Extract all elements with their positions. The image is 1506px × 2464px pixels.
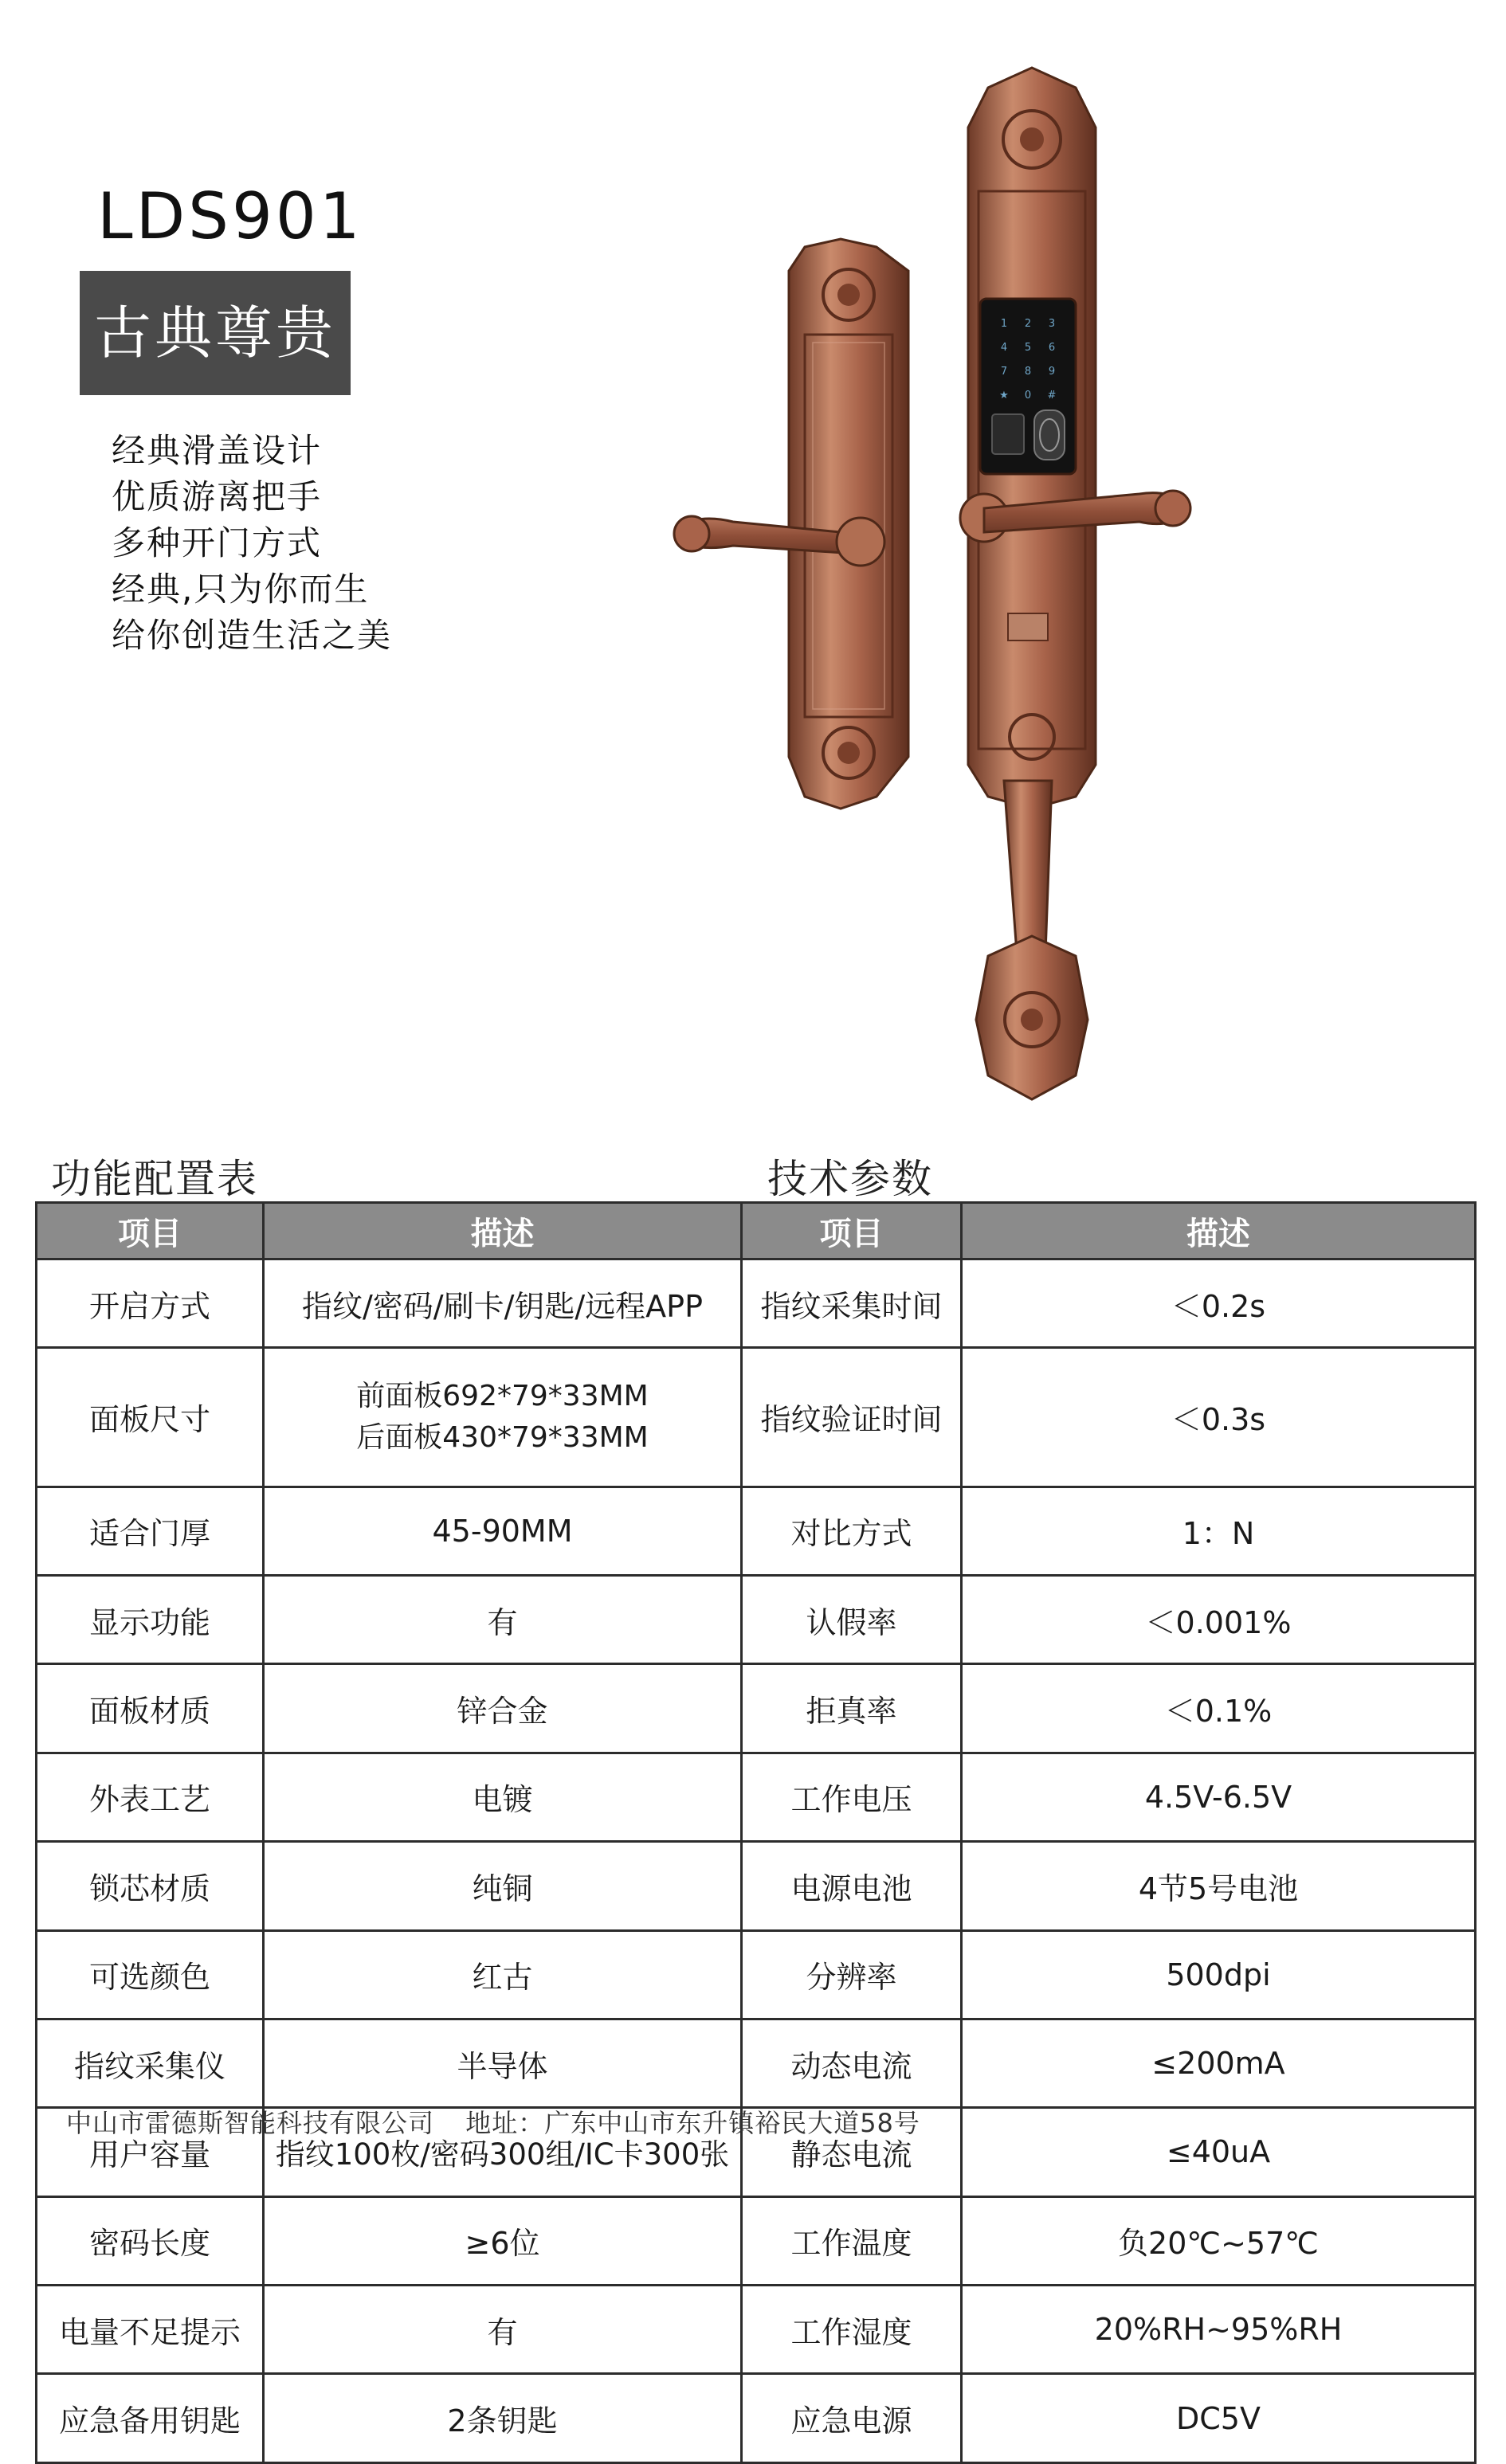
table-row (37, 1842, 1476, 1930)
table-row (37, 2019, 1476, 2107)
feature-desc: 45-90MM (264, 1487, 742, 1575)
model-number: LDS901 (97, 179, 363, 253)
svg-text:#: # (1047, 390, 1057, 402)
param-name: 认假率 (742, 1575, 962, 1663)
feature-desc: 指纹100枚/密码300组/IC卡300张 (264, 2108, 742, 2196)
param-value: 4节5号电池 (962, 1842, 1476, 1930)
table-row (37, 1930, 1476, 2019)
svg-text:7: 7 (1000, 366, 1008, 378)
param-value: DC5V (962, 2374, 1476, 2463)
feature-name: 显示功能 (37, 1575, 264, 1663)
svg-text:8: 8 (1024, 366, 1032, 378)
feature-desc: 指纹/密码/刷卡/钥匙/远程APP (264, 1259, 742, 1348)
param-name: 拒真率 (742, 1664, 962, 1753)
feature-name: 应急备用钥匙 (37, 2374, 264, 2463)
param-name: 工作温度 (742, 2196, 962, 2285)
param-name: 分辨率 (742, 1930, 962, 2019)
svg-text:5: 5 (1024, 342, 1032, 354)
column-header: 描述 (962, 1203, 1476, 1259)
feature-desc: 纯铜 (264, 1842, 742, 1930)
param-name: 指纹采集时间 (742, 1259, 962, 1348)
feature-desc: 2条钥匙 (264, 2374, 742, 2463)
table-row (37, 2374, 1476, 2463)
feature-desc: ≥6位 (264, 2196, 742, 2285)
svg-text:3: 3 (1048, 318, 1056, 330)
feature-item: 给你创造生活之美 (112, 616, 393, 655)
table-header-row (37, 1203, 1476, 1259)
column-header: 描述 (264, 1203, 742, 1259)
param-name: 静态电流 (742, 2108, 962, 2196)
table-row (37, 2286, 1476, 2374)
table-row (37, 1259, 1476, 1348)
feature-desc: 电镀 (264, 1753, 742, 1841)
param-value: 1：N (962, 1487, 1476, 1575)
front-panel (968, 68, 1096, 1099)
feature-name: 用户容量 (37, 2108, 264, 2196)
company-address: 地址：广东中山市东升镇裕民大道58号 (465, 2108, 920, 2138)
footer (66, 2103, 943, 2140)
tech-params-title: 技术参数 (767, 1156, 933, 1202)
spec-table (35, 1201, 1477, 2464)
front-panel-size: 前面板692*79*33MM (356, 1379, 649, 1412)
feature-name: 可选颜色 (37, 1930, 264, 2019)
feature-item: 多种开门方式 (112, 523, 323, 562)
param-value: ＜0.1% (962, 1664, 1476, 1753)
table-row (37, 2196, 1476, 2285)
feature-item: 经典滑盖设计 (112, 431, 323, 470)
param-value: ≤200mA (962, 2019, 1476, 2107)
param-value: ＜0.2s (962, 1259, 1476, 1348)
param-name: 工作电压 (742, 1753, 962, 1841)
param-name: 动态电流 (742, 2019, 962, 2107)
feature-desc: 半导体 (264, 2019, 742, 2107)
svg-text:★: ★ (999, 390, 1009, 402)
feature-name: 适合门厚 (37, 1487, 264, 1575)
table-row (37, 1487, 1476, 1575)
param-name: 指纹验证时间 (742, 1348, 962, 1487)
param-name: 对比方式 (742, 1487, 962, 1575)
feature-name: 电量不足提示 (37, 2286, 264, 2374)
svg-text:2: 2 (1024, 318, 1032, 330)
feature-desc: 有 (264, 1575, 742, 1663)
brand-logo (1008, 613, 1048, 640)
feature-name: 面板材质 (37, 1664, 264, 1753)
feature-name: 外表工艺 (37, 1753, 264, 1841)
param-name: 工作湿度 (742, 2286, 962, 2374)
back-panel-size: 后面板430*79*33MM (356, 1420, 649, 1454)
company-name: 中山市雷德斯智能科技有限公司 (66, 2108, 435, 2138)
feature-name: 面板尺寸 (37, 1348, 264, 1487)
feature-desc: 锌合金 (264, 1664, 742, 1753)
feature-item: 优质游离把手 (112, 477, 323, 516)
door-lock-image (669, 64, 1195, 1107)
table-row (37, 1753, 1476, 1841)
feature-name: 密码长度 (37, 2196, 264, 2285)
tagline-badge: 古典尊贵 (80, 271, 351, 395)
feature-name: 指纹采集仪 (37, 2019, 264, 2107)
param-value: 20%RH~95%RH (962, 2286, 1476, 2374)
param-value: ＜0.001% (962, 1575, 1476, 1663)
feature-desc (264, 1348, 742, 1487)
param-value: ≤40uA (962, 2108, 1476, 2196)
param-name: 电源电池 (742, 1842, 962, 1930)
feature-list (112, 428, 392, 659)
param-value: 500dpi (962, 1930, 1476, 2019)
param-value: ＜0.3s (962, 1348, 1476, 1487)
svg-text:4: 4 (1000, 342, 1008, 354)
table-row (37, 1575, 1476, 1663)
feature-desc: 有 (264, 2286, 742, 2374)
feature-name: 锁芯材质 (37, 1842, 264, 1930)
fingerprint-sensor-icon (1034, 410, 1065, 460)
param-value: 负20℃~57℃ (962, 2196, 1476, 2285)
function-table-title: 功能配置表 (51, 1156, 258, 1202)
svg-text:6: 6 (1048, 342, 1056, 354)
svg-text:9: 9 (1048, 366, 1056, 378)
column-header: 项目 (742, 1203, 962, 1259)
table-row (37, 1348, 1476, 1487)
feature-desc: 红古 (264, 1930, 742, 2019)
column-header: 项目 (37, 1203, 264, 1259)
feature-item: 经典,只为你而生 (112, 570, 370, 609)
table-row (37, 1664, 1476, 1753)
back-lever-handle (674, 516, 884, 566)
param-name: 应急电源 (742, 2374, 962, 2463)
svg-text:1: 1 (1000, 318, 1008, 330)
svg-text:0: 0 (1024, 390, 1032, 402)
param-value: 4.5V-6.5V (962, 1753, 1476, 1841)
feature-name: 开启方式 (37, 1259, 264, 1348)
